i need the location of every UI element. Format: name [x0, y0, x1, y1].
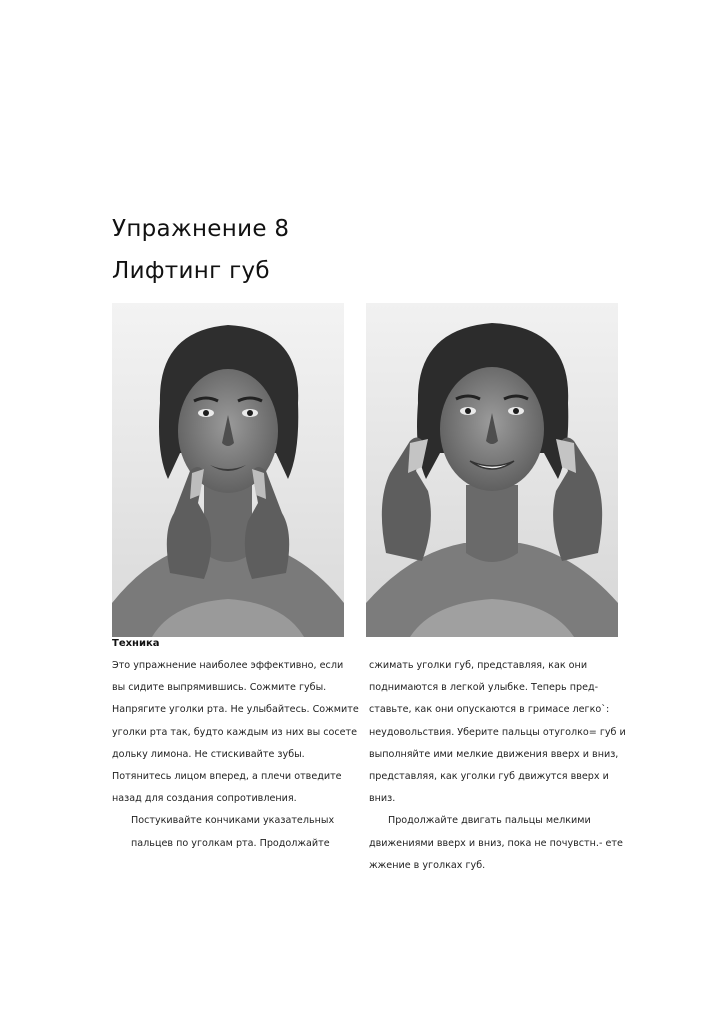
portrait-illustration-2: [366, 303, 618, 637]
text-line: ставьте, как они опускаются в гримасе легко`:: [369, 704, 610, 716]
text-line: жжение в уголках губ.: [369, 859, 486, 871]
text-line: сжимать уголки губ, представляя, как они: [369, 660, 588, 671]
text-line: уголки рта так, будто каждым из них вы сосете: [112, 726, 358, 738]
photo-step-1: [112, 303, 344, 637]
text-line: неудовольствия. Уберите пальцы отуголко= губ и: [369, 726, 626, 738]
exercise-number-title: Упражнение 8: [112, 216, 290, 242]
text-line: представляя, как уголки губ движутся вверх и: [369, 770, 609, 782]
text-line: вниз.: [369, 793, 396, 805]
text-line: движениями вверх и вниз, пока не почувстн.- ете: [369, 837, 623, 849]
text-line: вы сидите выпрямившись. Сожмите губы.: [112, 682, 327, 694]
text-line: дольку лимона. Не стискивайте зубы.: [112, 748, 305, 760]
text-line: назад для создания сопротивления.: [112, 793, 297, 805]
text-line: поднимаются в легкой улыбке. Теперь пред-: [369, 682, 599, 694]
photo-step-2: [366, 303, 618, 637]
text-line: Продолжайте двигать пальцы мелкими: [388, 815, 591, 827]
photo-pair: [112, 303, 618, 637]
exercise-title-block: [112, 208, 289, 292]
text-line: Потянитесь лицом вперед, а плечи отведите: [112, 770, 342, 782]
text-line: выполняйте ими мелкие движения вверх и вниз,: [369, 748, 619, 760]
text-line: пальцев по уголкам рта. Продолжайте: [131, 837, 330, 849]
technique-text-right-column: [369, 655, 626, 877]
technique-heading: Техника: [112, 638, 160, 649]
text-line: Это упражнение наиболее эффективно, если: [112, 660, 344, 671]
text-line: Постукивайте кончиками указательных: [131, 815, 335, 827]
exercise-name-title: Лифтинг губ: [112, 258, 270, 284]
technique-text-left-column: [112, 655, 362, 855]
text-line: Напрягите уголки рта. Не улыбайтесь. Сожмите: [112, 704, 359, 716]
portrait-illustration-1: [112, 303, 344, 637]
